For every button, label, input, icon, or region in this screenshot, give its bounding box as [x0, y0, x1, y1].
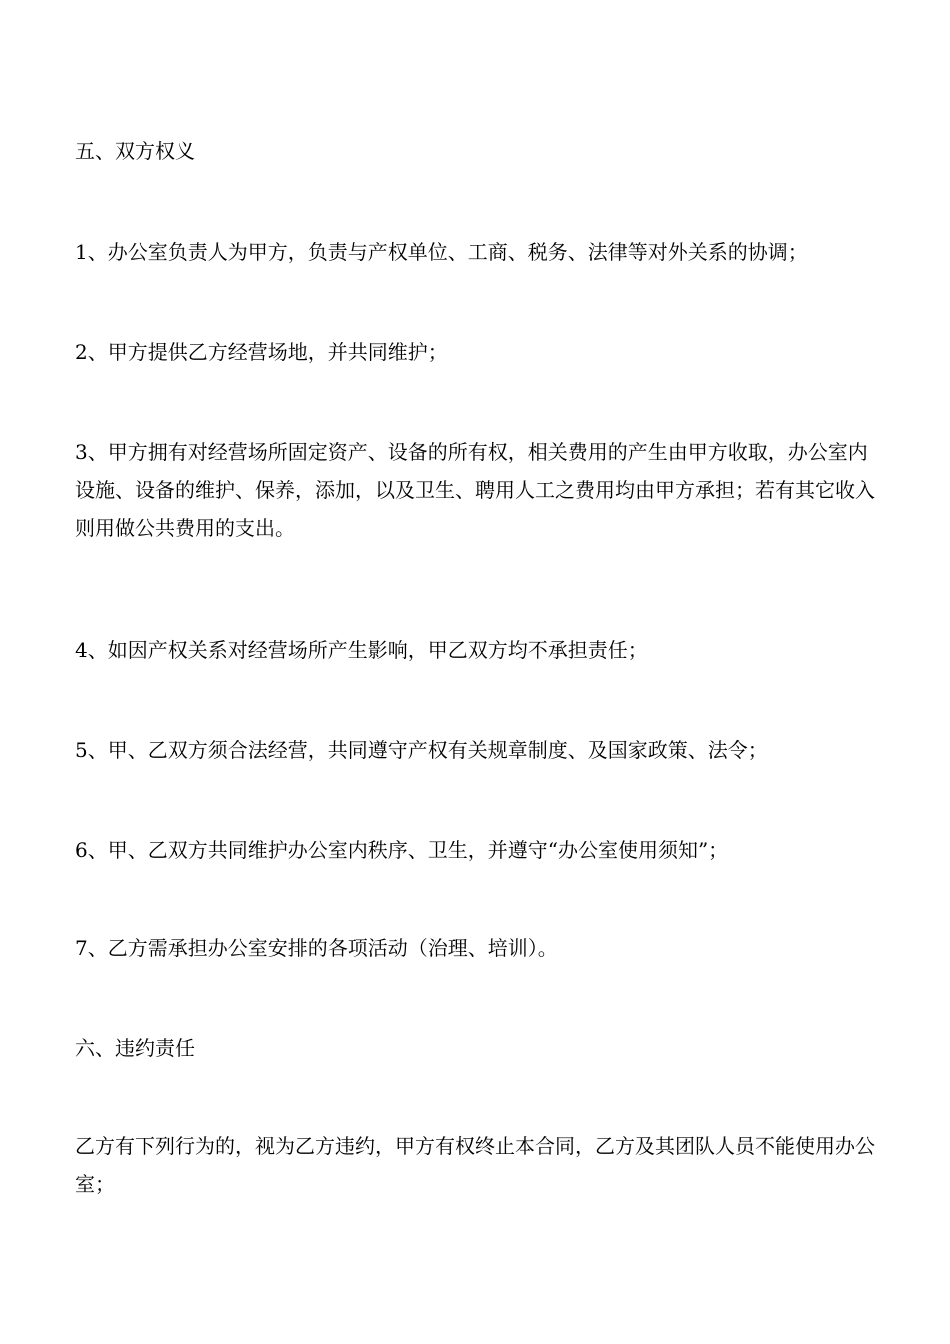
rights-item-1: 1、办公室负责人为甲方，负责与产权单位、工商、税务、法律等对外关系的协调； — [75, 240, 808, 264]
rights-item-7: 7、乙方需承担办公室安排的各项活动（治理、培训）。 — [75, 936, 558, 960]
rights-item-4: 4、如因产权关系对经营场所产生影响，甲乙双方均不承担责任； — [75, 638, 648, 662]
rights-item-5: 5、甲、乙双方须合法经营，共同遵守产权有关规章制度、及国家政策、法令； — [75, 738, 768, 762]
section-heading-breach: 六、违约责任 — [75, 1036, 195, 1060]
rights-item-2: 2、甲方提供乙方经营场地，并共同维护； — [75, 340, 448, 364]
breach-intro: 乙方有下列行为的，视为乙方违约，甲方有权终止本合同，乙方及其团队人员不能使用办公室； — [75, 1134, 875, 1196]
section-heading-rights: 五、双方权义 — [75, 139, 195, 163]
rights-item-6: 6、甲、乙双方共同维护办公室内秩序、卫生，并遵守“办公室使用须知”； — [75, 838, 729, 862]
rights-item-3: 3、甲方拥有对经营场所固定资产、设备的所有权，相关费用的产生由甲方收取，办公室内设施、设备的维护、保养，添加，以及卫生、聘用人工之费用均由甲方承担；若有其它收入则用做公共费用的支出。 — [75, 440, 875, 540]
